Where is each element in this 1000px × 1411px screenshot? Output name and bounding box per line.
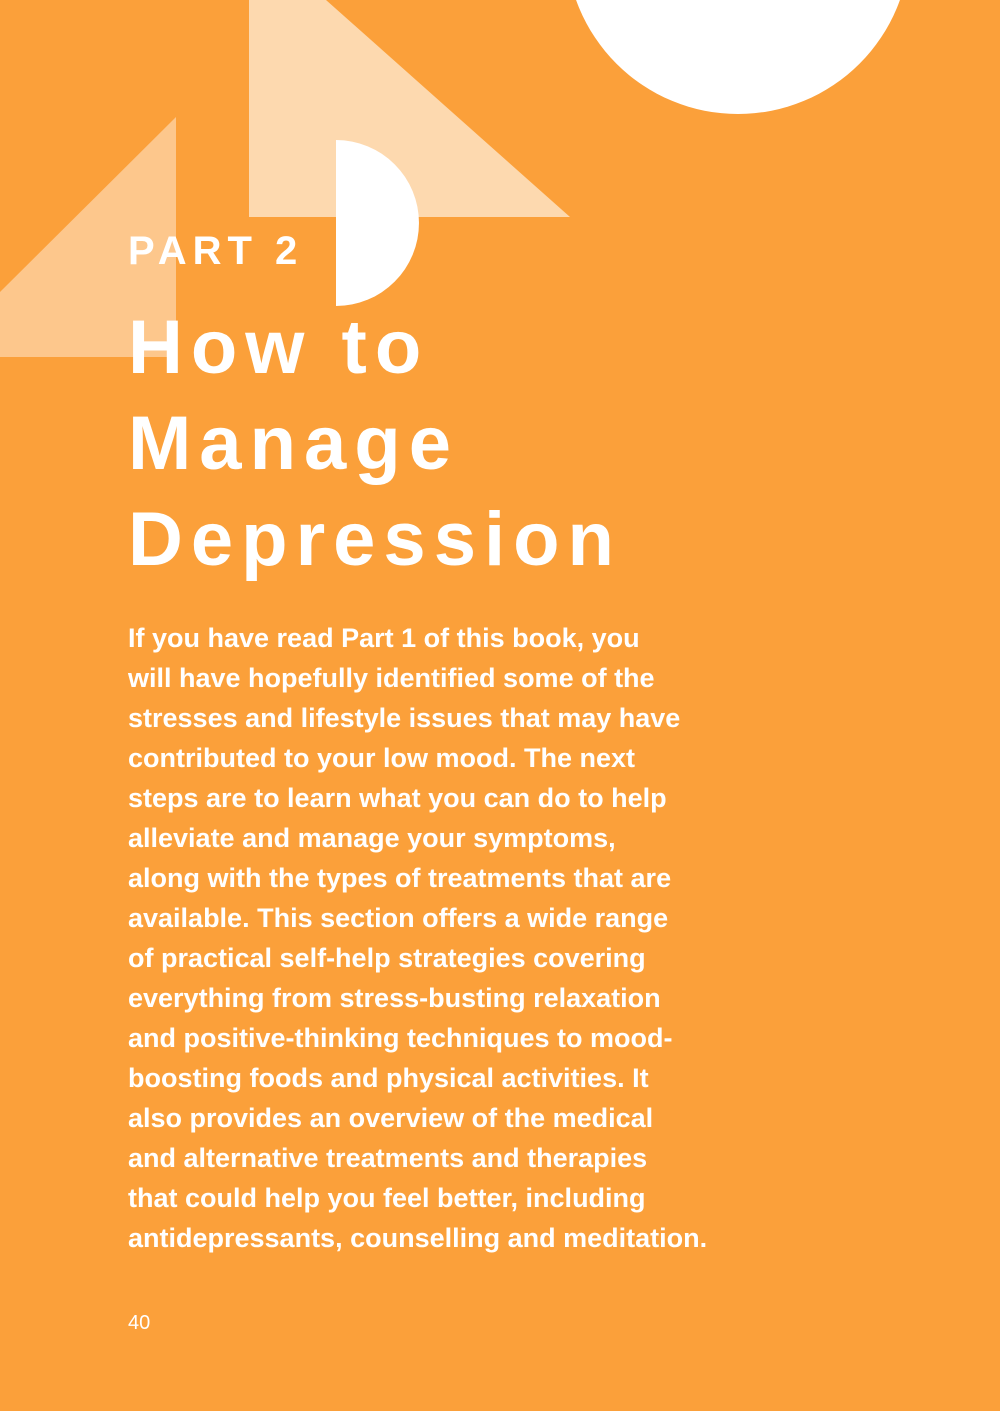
text-line: will have hopefully identified some of the	[128, 663, 655, 693]
title-line: Depression	[128, 497, 622, 582]
text-line: steps are to learn what you can do to help	[128, 783, 667, 813]
text-line: contributed to your low mood. The next	[128, 743, 635, 773]
text-line: If you have read Part 1 of this book, you	[128, 623, 640, 653]
text-line: boosting foods and physical activities. It	[128, 1063, 649, 1093]
text-line: and alternative treatments and therapies	[128, 1143, 648, 1173]
text-line: alleviate and manage your symptoms,	[128, 823, 616, 853]
text-line: that could help you feel better, including	[128, 1183, 646, 1213]
circle-shape	[566, 0, 910, 114]
text-line: available. This section offers a wide range	[128, 903, 669, 933]
text-line: and positive-thinking techniques to mood-	[128, 1023, 673, 1053]
part-label: PART 2	[128, 229, 304, 273]
chapter-title	[128, 300, 622, 588]
page-number: 40	[128, 1312, 151, 1334]
text-line: everything from stress-busting relaxation	[128, 983, 661, 1013]
title-line: How to	[128, 305, 430, 390]
text-line: also provides an overview of the medical	[128, 1103, 654, 1133]
intro-paragraph	[128, 618, 707, 1258]
text-line: antidepressants, counselling and meditation.	[128, 1223, 708, 1253]
large-triangle-shape	[249, 0, 570, 217]
text-line: stresses and lifestyle issues that may have	[128, 703, 681, 733]
title-line: Manage	[128, 401, 459, 486]
text-line: of practical self-help strategies covering	[128, 943, 646, 973]
text-line: along with the types of treatments that are	[128, 863, 672, 893]
